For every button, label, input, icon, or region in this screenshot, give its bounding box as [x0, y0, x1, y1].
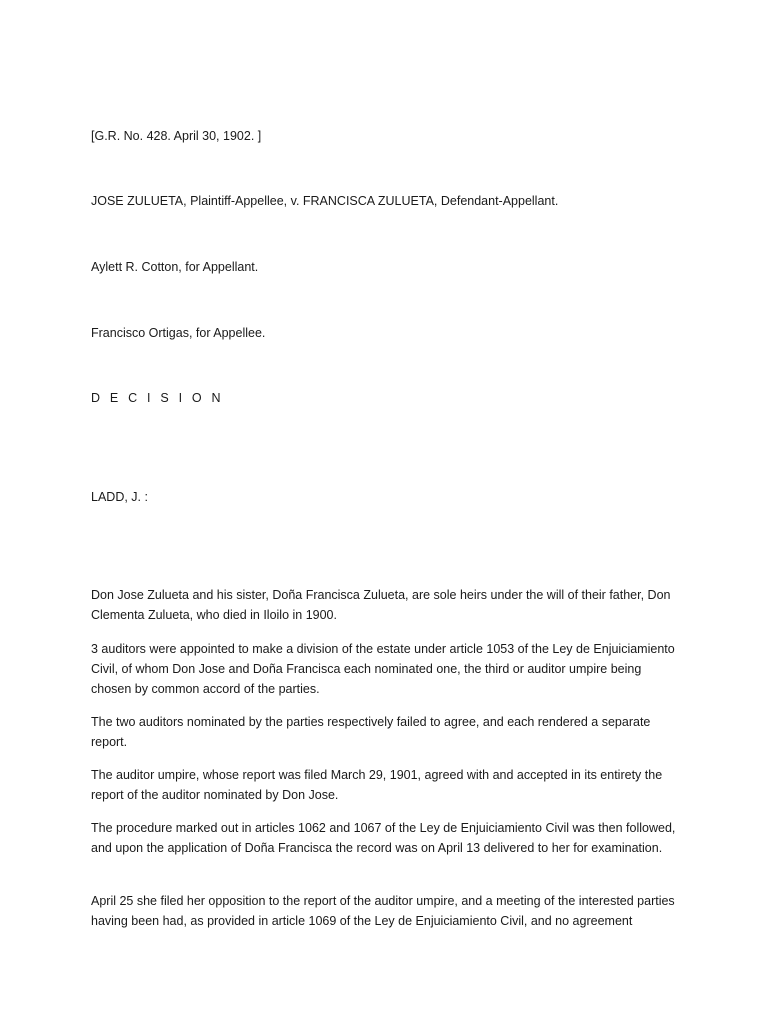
body-paragraph-5: The procedure marked out in articles 1062 and 1067 of the Ley de Enjuiciamiento Civil was then followed, and upon the application of Doña Francisca the record was on April 13 delivered to her for examination. [91, 821, 676, 855]
judge-name: LADD, J. : [91, 490, 148, 504]
counsel-for-appellee: Francisco Ortigas, for Appellee. [91, 326, 266, 340]
body-paragraph-6: April 25 she filed her opposition to the report of the auditor umpire, and a meeting of the interested parties having been had, as provided in article 1069 of the Ley de Enjuiciamiento Civil, and no agreement [91, 894, 675, 928]
body-paragraph-3: The two auditors nominated by the parties respectively failed to agree, and each rendered a separate report. [91, 715, 651, 749]
body-paragraph-2: 3 auditors were appointed to make a division of the estate under article 1053 of the Ley de Enjuiciamiento Civil, of whom Don Jose and Doña Francisca each nominated one, the third or auditor umpire being chosen by common accord of the parties. [91, 642, 675, 696]
case-parties: JOSE ZULUETA, Plaintiff-Appellee, v. FRANCISCA ZULUETA, Defendant-Appellant. [91, 194, 559, 208]
body-paragraph-1: Don Jose Zulueta and his sister, Doña Francisca Zulueta, are sole heirs under the will of their father, Don Clementa Zulueta, who died in Iloilo in 1900. [91, 588, 671, 622]
case-reference: [G.R. No. 428. April 30, 1902. ] [91, 129, 262, 143]
decision-heading: D E C I S I O N [91, 391, 224, 405]
body-paragraph-4: The auditor umpire, whose report was filed March 29, 1901, agreed with and accepted in its entirety the report of the auditor nominated by Don Jose. [91, 768, 663, 802]
counsel-for-appellant: Aylett R. Cotton, for Appellant. [91, 260, 259, 274]
